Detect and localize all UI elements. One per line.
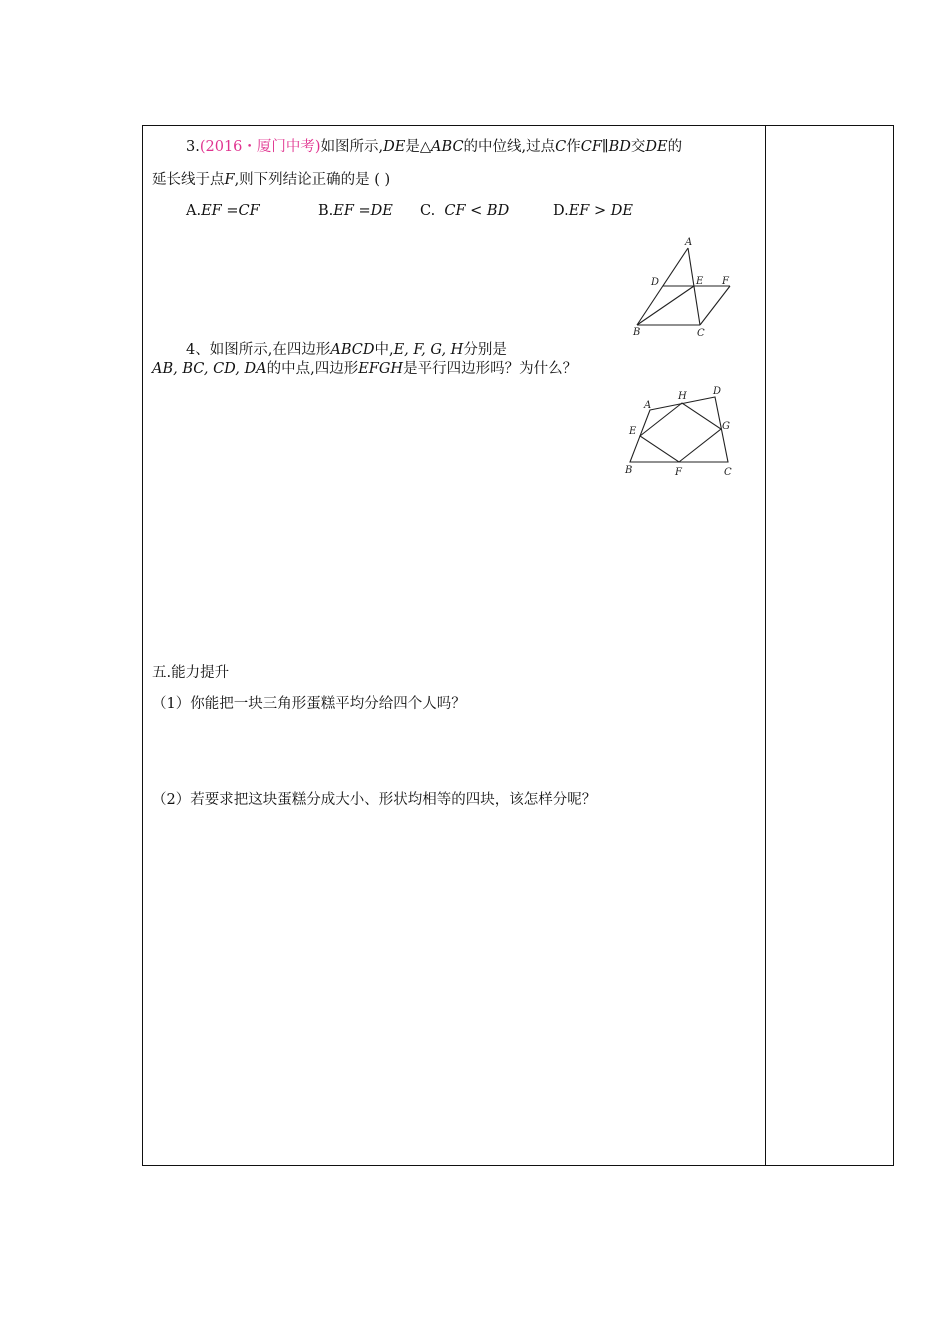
point-label: B [633, 327, 641, 338]
option-label: A. [186, 203, 202, 219]
point-label: C [697, 328, 705, 339]
question-number: 4、 [186, 342, 210, 358]
text: 的 [667, 139, 683, 155]
point-label: E [696, 276, 704, 287]
text: ,则下列结论正确的是 ( ) [234, 172, 391, 188]
text: 是平行四边形吗？为什么？ [403, 361, 578, 377]
point-label: D [651, 277, 660, 288]
option-expression: EF > DE [568, 203, 633, 219]
section-5-title: 五.能力提升 [152, 665, 230, 681]
option-d [553, 201, 633, 221]
table-frame [142, 125, 894, 1166]
math-text: E, F, G, H [393, 342, 464, 358]
text: 如图所示,在四边形 [209, 342, 331, 358]
section-5-question-1: （1）你能把一块三角形蛋糕平均分给四个人吗？ [152, 696, 466, 712]
text: 延长线于点 [152, 172, 225, 188]
question-source: (2016・厦门中考) [199, 139, 321, 155]
question-number: 3. [186, 139, 200, 155]
math-text: ABCD [330, 342, 375, 358]
point-label: B [625, 465, 633, 476]
math-text: DE [383, 139, 406, 155]
option-expression: EF =DE [333, 203, 393, 219]
math-text: DE [645, 139, 668, 155]
option-label: B. [318, 203, 334, 219]
question-3-line-1 [186, 137, 682, 157]
text: 的中位线,过点 [463, 139, 556, 155]
math-text: EFGH [358, 361, 404, 377]
math-text: F [224, 172, 235, 188]
math-text: AB, BC, CD, DA [152, 361, 267, 377]
point-label: A [685, 237, 693, 248]
text: 中, [374, 342, 394, 358]
question-4-line-2 [152, 359, 577, 379]
math-text: CF∥BD [580, 139, 631, 155]
point-label: E [629, 426, 637, 437]
triangle-midline-figure [625, 235, 740, 340]
point-label: G [722, 421, 730, 432]
point-label: F [675, 467, 682, 478]
option-label: D. [553, 203, 569, 219]
option-a [186, 201, 260, 221]
math-text: ABC [431, 139, 464, 155]
point-label: H [678, 391, 687, 402]
point-label: F [722, 276, 729, 287]
option-b [318, 201, 393, 221]
text: 如图所示, [320, 139, 384, 155]
parallelogram-efgh [640, 403, 721, 462]
point-label: C [724, 467, 732, 478]
section-5-question-2: （2）若要求把这块蛋糕分成大小、形状均相等的四块，该怎样分呢？ [152, 792, 597, 808]
text: 分别是 [463, 342, 507, 358]
option-label: C. [420, 203, 436, 219]
segment-bd [637, 286, 694, 325]
text: 的中点,四边形 [266, 361, 359, 377]
text: 作 [566, 139, 581, 155]
option-expression: EF =CF [201, 203, 260, 219]
column-divider [765, 125, 766, 1166]
text: 交 [630, 139, 646, 155]
math-text: C [555, 139, 567, 155]
text: 是△ [405, 139, 432, 155]
point-label: D [713, 386, 722, 397]
segment-cf [700, 286, 730, 325]
point-label: A [644, 400, 652, 411]
option-expression: CF < BD [444, 203, 510, 219]
question-3-line-2 [152, 170, 390, 190]
option-c [420, 201, 509, 221]
question-4-line-1 [186, 340, 507, 360]
quadrilateral-midpoints-figure [620, 382, 740, 482]
